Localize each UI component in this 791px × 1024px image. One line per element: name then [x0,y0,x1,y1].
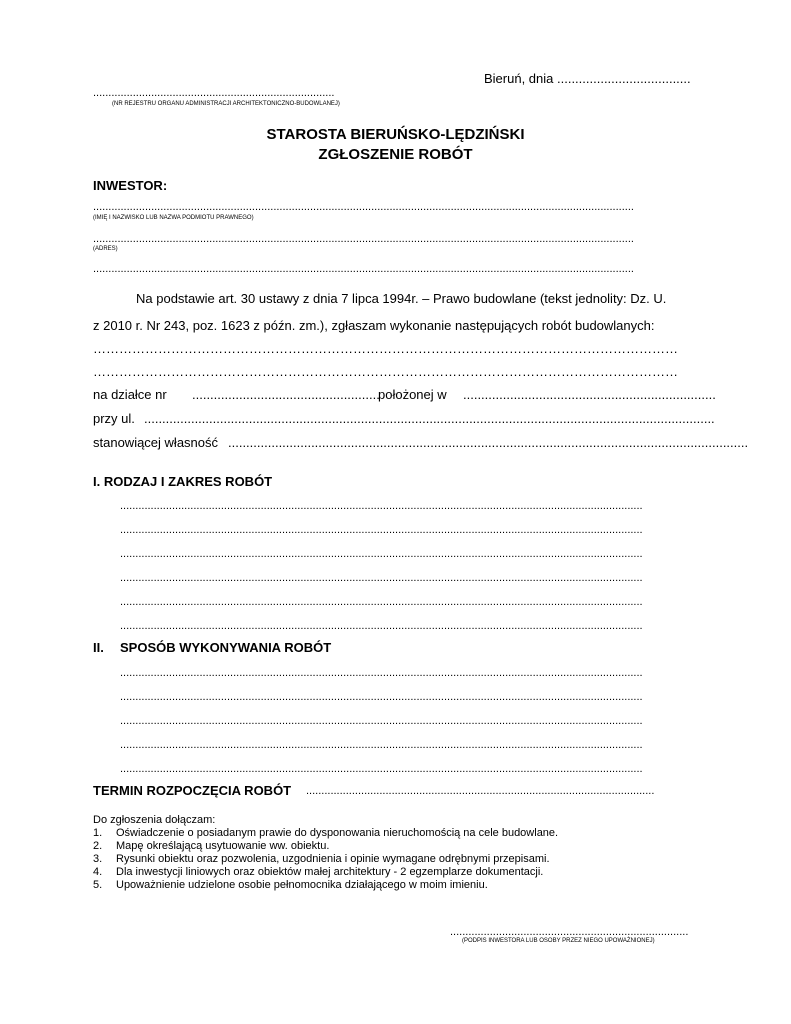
scope-line[interactable]: ........................................................................................................................................................................... [120,620,643,632]
section-2-title: SPOSÓB WYKONYWANIA ROBÓT [120,640,332,655]
attachment-number: 4. [93,866,103,878]
scope-line[interactable]: ........................................................................................................................................................................... [120,524,643,536]
attachment-number: 3. [93,853,103,865]
place-date-text: Bieruń, dnia ..................................... [484,71,691,86]
attachment-item: Dla inwestycji liniowych oraz obiektów małej architektury - 2 egzemplarze dokumentacji. [116,866,544,878]
legal-basis-line-1: Na podstawie art. 30 ustawy z dnia 7 lipca 1994r. – Prawo budowlane (tekst jednolity: Dz. U. [136,291,667,306]
method-line[interactable]: ........................................................................................................................................................................... [120,667,643,679]
plot-number-field[interactable]: .................................................... [192,387,380,402]
method-line[interactable]: ........................................................................................................................................................................... [120,739,643,751]
location-field[interactable]: ...................................................................... [463,387,716,402]
investor-address-line[interactable]: ................................................................................................................................................................................. [93,233,634,245]
works-description-line-1[interactable]: ……………………………………………………………………………………………………………………… [93,341,678,356]
ownership-label: stanowiącej własność [93,435,219,450]
investor-name-line[interactable]: ................................................................................................................................................................................. [93,201,634,213]
start-date-label: TERMIN ROZPOCZĘCIA ROBÓT [93,783,292,798]
attachment-item: Upoważnienie udzielone osobie pełnomocnika działającego w moim imieniu. [116,879,488,891]
located-label: położonej w [378,387,447,402]
ownership-field[interactable]: ................................................................................................................................................ [228,435,749,450]
attachment-item: Oświadczenie o posiadanym prawie do dysponowania nieruchomością na cele budowlane. [116,827,559,839]
attachments-intro: Do zgłoszenia dołączam: [93,814,216,826]
method-line[interactable]: ........................................................................................................................................................................... [120,715,643,727]
registry-caption: (NR REJESTRU ORGANU ADMINISTRACJI ARCHITEKTONICZNO-BUDOWLANEJ) [112,101,340,107]
scope-line[interactable]: ........................................................................................................................................................................... [120,572,643,584]
scope-line[interactable]: ........................................................................................................................................................................... [120,500,643,512]
place-date-field[interactable] [484,71,699,86]
investor-address-caption: (ADRES) [93,246,118,252]
street-label: przy ul. [93,411,135,426]
attachment-item: Rysunki obiektu oraz pozwolenia, uzgodnienia i opinie wymagane odrębnymi przepisami. [116,853,550,865]
plot-label: na działce nr [93,387,167,402]
street-field[interactable]: .............................................................................................................................................................. [144,411,715,426]
investor-label: INWESTOR: [93,178,168,193]
legal-basis-line-2: z 2010 r. Nr 243, poz. 1623 z późn. zm.), zgłaszam wykonanie następujących robót budowlanych: [93,318,655,333]
registry-number-line[interactable]: ............................................................................... [93,87,335,99]
signature-caption: (PODPIS INWESTORA LUB OSOBY PRZEZ NIEGO UPOWAŻNIONEJ) [462,938,655,944]
method-line[interactable]: ........................................................................................................................................................................... [120,763,643,775]
works-description-line-2[interactable]: ……………………………………………………………………………………………………………………… [93,364,678,379]
method-line[interactable]: ........................................................................................................................................................................... [120,691,643,703]
signature-line[interactable]: .............................................................................. [450,926,689,938]
section-1-title: I. RODZAJ I ZAKRES ROBÓT [93,474,273,489]
scope-line[interactable]: ........................................................................................................................................................................... [120,548,643,560]
attachment-number: 5. [93,879,103,891]
scope-line[interactable]: ........................................................................................................................................................................... [120,596,643,608]
investor-name-caption: (IMIĘ I NAZWISKO LUB NAZWA PODMIOTU PRAWNEGO) [93,215,254,221]
attachment-number: 1. [93,827,103,839]
start-date-field[interactable]: .................................................................................................................. [306,785,655,797]
section-2-number: II. [93,640,104,655]
attachment-item: Mapę określającą usytuowanie ww. obiektu. [116,840,330,852]
form-title: ZGŁOSZENIE ROBÓT [318,146,473,163]
attachment-number: 2. [93,840,103,852]
authority-title: STAROSTA BIERUŃSKO-LĘDZIŃSKI [266,126,525,143]
investor-address-line-2[interactable]: ................................................................................................................................................................................. [93,263,634,275]
